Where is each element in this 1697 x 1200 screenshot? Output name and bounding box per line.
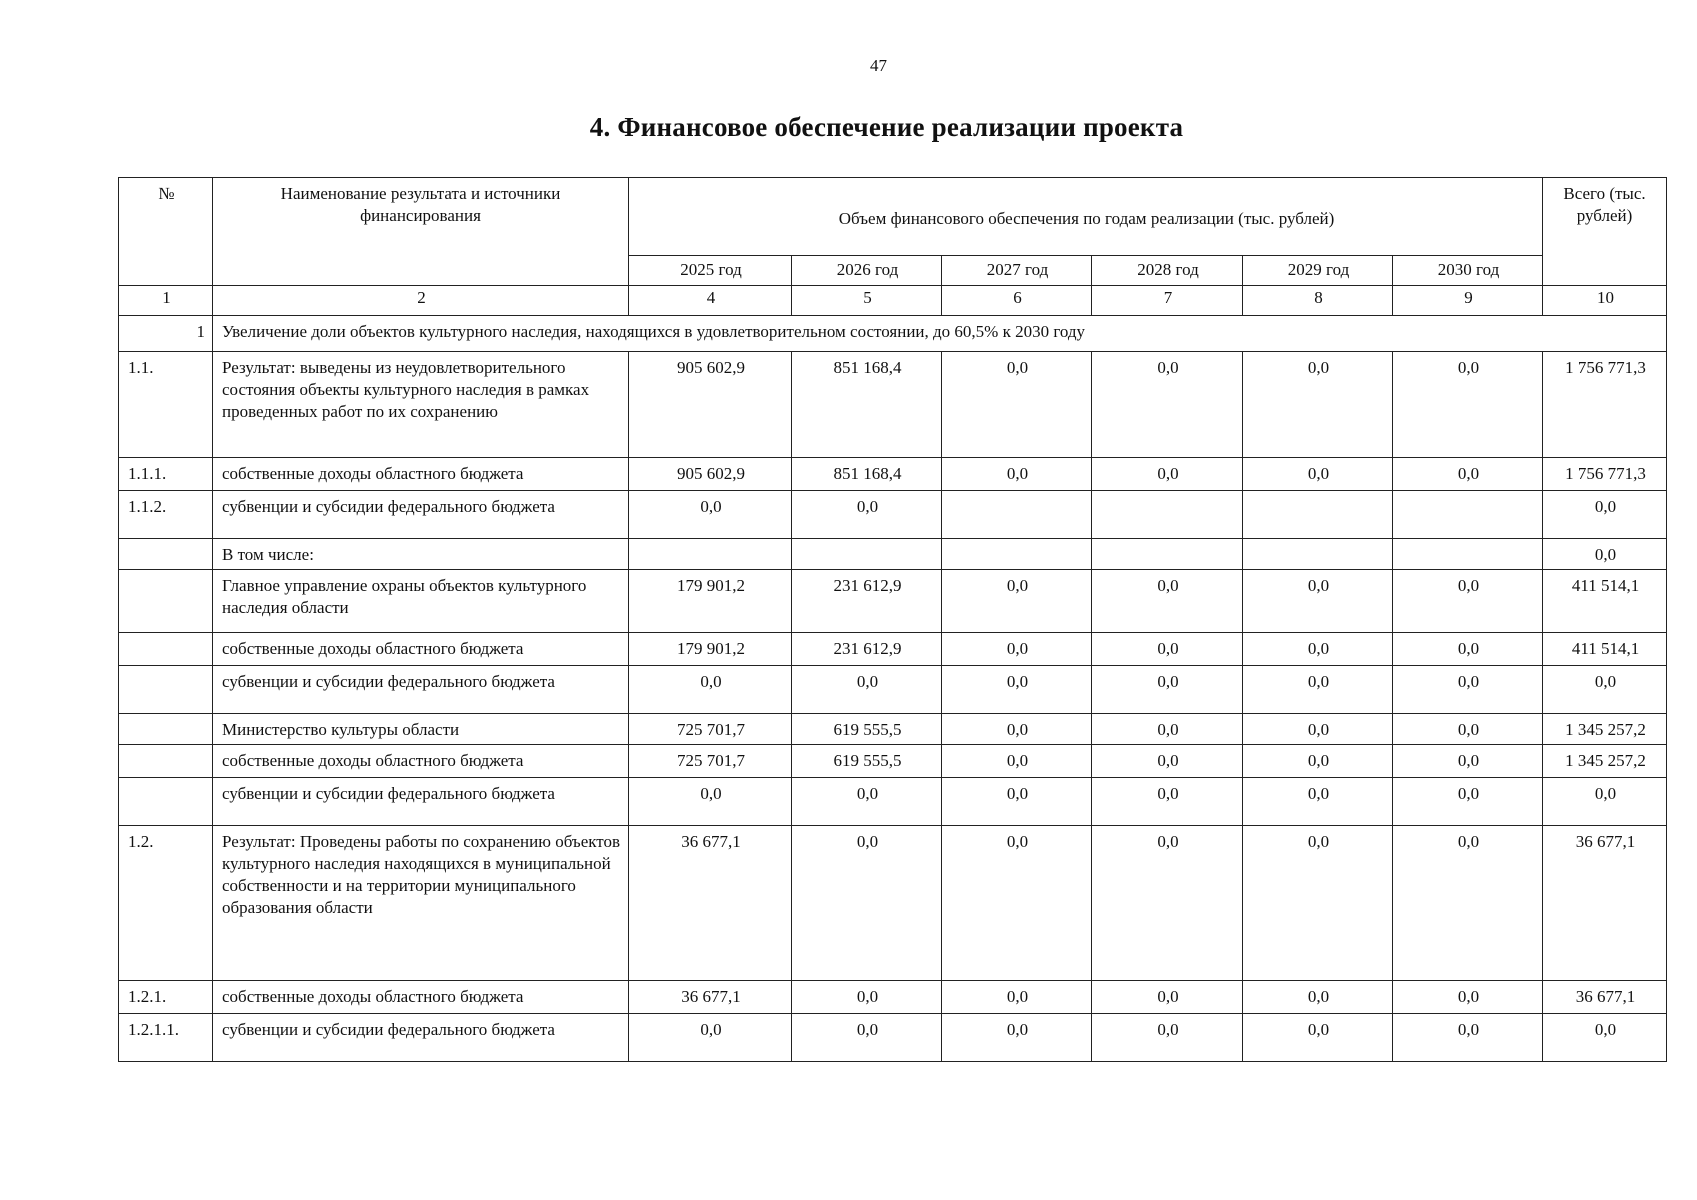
row-value: 0,0 bbox=[792, 981, 942, 1014]
row-value: 0,0 bbox=[942, 1014, 1092, 1062]
column-number-row bbox=[119, 286, 1667, 316]
row-value: 0,0 bbox=[1243, 666, 1393, 714]
row-number: 1.2. bbox=[119, 826, 213, 981]
row-value bbox=[629, 539, 792, 570]
row-value: 0,0 bbox=[1243, 826, 1393, 981]
row-value: 0,0 bbox=[942, 745, 1092, 778]
row-value: 179 901,2 bbox=[629, 570, 792, 633]
row-value: 0,0 bbox=[792, 491, 942, 539]
section-row bbox=[119, 316, 1667, 352]
row-name: собственные доходы областного бюджета bbox=[213, 745, 629, 778]
row-value: 0,0 bbox=[1393, 745, 1543, 778]
row-value bbox=[1393, 491, 1543, 539]
row-value: 0,0 bbox=[792, 1014, 942, 1062]
row-value: 0,0 bbox=[1243, 570, 1393, 633]
table-row bbox=[119, 778, 1667, 826]
row-value: 0,0 bbox=[1393, 570, 1543, 633]
row-number: 1.2.1. bbox=[119, 981, 213, 1014]
row-number bbox=[119, 666, 213, 714]
row-name: В том числе: bbox=[213, 539, 629, 570]
row-total: 411 514,1 bbox=[1543, 633, 1667, 666]
row-value bbox=[1243, 539, 1393, 570]
row-value: 0,0 bbox=[1092, 778, 1243, 826]
row-value: 619 555,5 bbox=[792, 714, 942, 745]
row-number: 1.2.1.1. bbox=[119, 1014, 213, 1062]
row-total: 1 345 257,2 bbox=[1543, 714, 1667, 745]
row-value: 0,0 bbox=[1393, 981, 1543, 1014]
row-value: 0,0 bbox=[1092, 714, 1243, 745]
row-value: 0,0 bbox=[1393, 352, 1543, 458]
column-number: 10 bbox=[1543, 286, 1667, 316]
row-total: 411 514,1 bbox=[1543, 570, 1667, 633]
row-number bbox=[119, 570, 213, 633]
row-value: 0,0 bbox=[942, 981, 1092, 1014]
row-value: 0,0 bbox=[1092, 666, 1243, 714]
column-number: 5 bbox=[792, 286, 942, 316]
row-value bbox=[1092, 491, 1243, 539]
page-number: 47 bbox=[870, 56, 887, 75]
row-value: 0,0 bbox=[1243, 981, 1393, 1014]
row-number bbox=[119, 539, 213, 570]
row-value: 0,0 bbox=[1092, 570, 1243, 633]
table-row bbox=[119, 981, 1667, 1014]
row-value: 36 677,1 bbox=[629, 981, 792, 1014]
row-value: 0,0 bbox=[1393, 826, 1543, 981]
row-value: 0,0 bbox=[629, 778, 792, 826]
row-name: субвенции и субсидии федерального бюджета bbox=[213, 666, 629, 714]
row-value bbox=[1393, 539, 1543, 570]
row-number: 1.1.2. bbox=[119, 491, 213, 539]
section-number: 1 bbox=[119, 316, 213, 352]
header-year: 2030 год bbox=[1393, 256, 1543, 286]
financing-table bbox=[118, 177, 1667, 1062]
row-total: 1 756 771,3 bbox=[1543, 458, 1667, 491]
header-name: Наименование результата и источники финансирования bbox=[213, 178, 629, 286]
row-value: 0,0 bbox=[1092, 826, 1243, 981]
row-value: 0,0 bbox=[942, 778, 1092, 826]
row-total: 1 756 771,3 bbox=[1543, 352, 1667, 458]
row-value: 36 677,1 bbox=[629, 826, 792, 981]
row-value bbox=[792, 539, 942, 570]
row-name: субвенции и субсидии федерального бюджета bbox=[213, 778, 629, 826]
row-value: 0,0 bbox=[629, 666, 792, 714]
row-value: 0,0 bbox=[1092, 458, 1243, 491]
row-total: 1 345 257,2 bbox=[1543, 745, 1667, 778]
header-number: № bbox=[119, 178, 213, 286]
column-number: 9 bbox=[1393, 286, 1543, 316]
row-name: Результат: Проведены работы по сохранению объектов культурного наследия находящихся в муниципальной собственности и на территории муниципального образования области bbox=[213, 826, 629, 981]
row-value: 0,0 bbox=[792, 778, 942, 826]
table-row bbox=[119, 745, 1667, 778]
row-value: 0,0 bbox=[1393, 778, 1543, 826]
row-number: 1.1. bbox=[119, 352, 213, 458]
header-year: 2027 год bbox=[942, 256, 1092, 286]
table-row bbox=[119, 714, 1667, 745]
row-value: 0,0 bbox=[942, 458, 1092, 491]
column-number: 7 bbox=[1092, 286, 1243, 316]
row-total: 0,0 bbox=[1543, 491, 1667, 539]
row-total: 0,0 bbox=[1543, 778, 1667, 826]
row-value: 0,0 bbox=[1092, 1014, 1243, 1062]
row-value: 0,0 bbox=[1243, 1014, 1393, 1062]
table-row bbox=[119, 352, 1667, 458]
column-number: 6 bbox=[942, 286, 1092, 316]
row-value: 0,0 bbox=[942, 826, 1092, 981]
row-number bbox=[119, 714, 213, 745]
row-value: 619 555,5 bbox=[792, 745, 942, 778]
table-row bbox=[119, 539, 1667, 570]
row-value: 0,0 bbox=[942, 633, 1092, 666]
table-row bbox=[119, 491, 1667, 539]
row-number bbox=[119, 778, 213, 826]
row-total: 0,0 bbox=[1543, 666, 1667, 714]
row-value: 0,0 bbox=[1243, 633, 1393, 666]
row-value: 0,0 bbox=[1393, 714, 1543, 745]
row-value: 0,0 bbox=[792, 666, 942, 714]
row-value: 0,0 bbox=[1393, 633, 1543, 666]
row-total: 0,0 bbox=[1543, 1014, 1667, 1062]
header-total: Всего (тыс. рублей) bbox=[1543, 178, 1667, 286]
row-value: 905 602,9 bbox=[629, 458, 792, 491]
row-value: 0,0 bbox=[1243, 778, 1393, 826]
row-value: 231 612,9 bbox=[792, 633, 942, 666]
row-value: 0,0 bbox=[1092, 352, 1243, 458]
row-value: 0,0 bbox=[942, 352, 1092, 458]
row-name: собственные доходы областного бюджета bbox=[213, 981, 629, 1014]
row-value: 0,0 bbox=[1243, 714, 1393, 745]
row-value: 0,0 bbox=[1243, 458, 1393, 491]
row-value: 231 612,9 bbox=[792, 570, 942, 633]
column-number: 8 bbox=[1243, 286, 1393, 316]
row-name: субвенции и субсидии федерального бюджета bbox=[213, 491, 629, 539]
row-value: 0,0 bbox=[1092, 981, 1243, 1014]
row-value bbox=[942, 491, 1092, 539]
row-value: 0,0 bbox=[942, 714, 1092, 745]
header-year: 2028 год bbox=[1092, 256, 1243, 286]
header-row bbox=[119, 178, 1667, 256]
row-value: 0,0 bbox=[792, 826, 942, 981]
row-name: Главное управление охраны объектов культурного наследия области bbox=[213, 570, 629, 633]
row-value: 0,0 bbox=[629, 491, 792, 539]
row-name: Министерство культуры области bbox=[213, 714, 629, 745]
row-value: 851 168,4 bbox=[792, 458, 942, 491]
row-total: 36 677,1 bbox=[1543, 981, 1667, 1014]
row-value: 179 901,2 bbox=[629, 633, 792, 666]
row-value: 0,0 bbox=[1393, 1014, 1543, 1062]
column-number: 2 bbox=[213, 286, 629, 316]
row-value: 0,0 bbox=[1243, 352, 1393, 458]
row-value: 725 701,7 bbox=[629, 714, 792, 745]
table-row bbox=[119, 458, 1667, 491]
row-value: 0,0 bbox=[1243, 745, 1393, 778]
table-row bbox=[119, 633, 1667, 666]
row-value bbox=[1243, 491, 1393, 539]
row-name: субвенции и субсидии федерального бюджета bbox=[213, 1014, 629, 1062]
row-number bbox=[119, 633, 213, 666]
header-year: 2025 год bbox=[629, 256, 792, 286]
header-volume: Объем финансового обеспечения по годам реализации (тыс. рублей) bbox=[629, 178, 1543, 256]
row-value: 0,0 bbox=[1393, 458, 1543, 491]
row-name: собственные доходы областного бюджета bbox=[213, 458, 629, 491]
table-row bbox=[119, 570, 1667, 633]
header-year: 2029 год bbox=[1243, 256, 1393, 286]
row-value: 0,0 bbox=[942, 666, 1092, 714]
column-number: 4 bbox=[629, 286, 792, 316]
row-value: 0,0 bbox=[942, 570, 1092, 633]
row-value: 0,0 bbox=[1092, 745, 1243, 778]
row-value: 0,0 bbox=[629, 1014, 792, 1062]
column-number: 1 bbox=[119, 286, 213, 316]
row-name: собственные доходы областного бюджета bbox=[213, 633, 629, 666]
header-year: 2026 год bbox=[792, 256, 942, 286]
page-title: 4. Финансовое обеспечение реализации проекта bbox=[589, 112, 1184, 142]
row-value bbox=[942, 539, 1092, 570]
row-value: 851 168,4 bbox=[792, 352, 942, 458]
table-row bbox=[119, 826, 1667, 981]
row-total: 36 677,1 bbox=[1543, 826, 1667, 981]
row-name: Результат: выведены из неудовлетворительного состояния объекты культурного наследия в рамках проведенных работ по их сохранению bbox=[213, 352, 629, 458]
row-value bbox=[1092, 539, 1243, 570]
row-value: 725 701,7 bbox=[629, 745, 792, 778]
row-value: 0,0 bbox=[1393, 666, 1543, 714]
row-value: 905 602,9 bbox=[629, 352, 792, 458]
row-number bbox=[119, 745, 213, 778]
row-total: 0,0 bbox=[1543, 539, 1667, 570]
table-row bbox=[119, 666, 1667, 714]
row-value: 0,0 bbox=[1092, 633, 1243, 666]
table-row bbox=[119, 1014, 1667, 1062]
section-title: Увеличение доли объектов культурного наследия, находящихся в удовлетворительном состоянии, до 60,5% к 2030 году bbox=[213, 316, 1667, 352]
row-number: 1.1.1. bbox=[119, 458, 213, 491]
